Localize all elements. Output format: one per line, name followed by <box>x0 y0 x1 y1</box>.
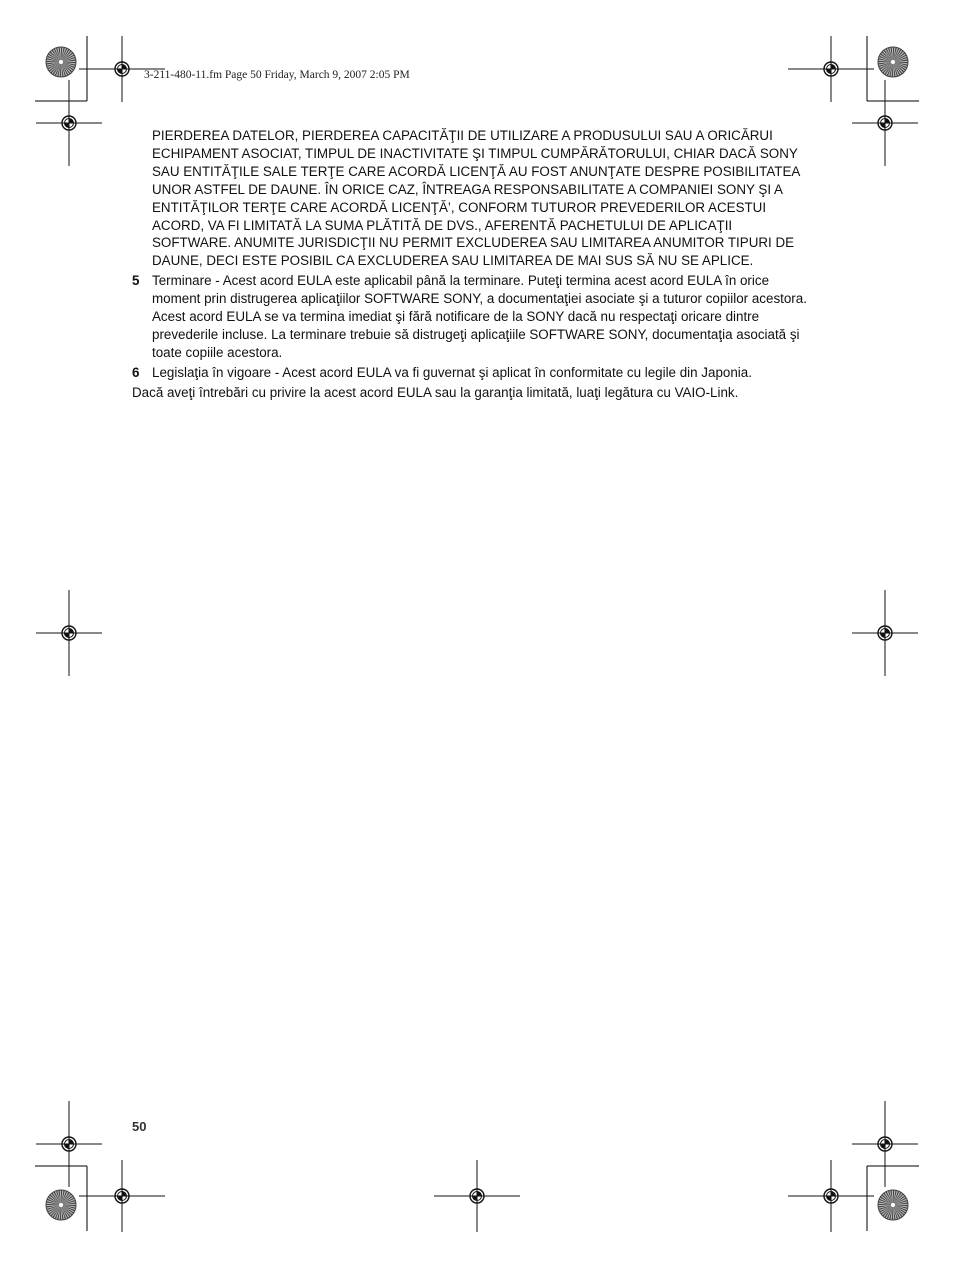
rosette-mark-icon <box>46 47 76 77</box>
registration-target-icon <box>852 590 918 676</box>
registration-target-icon <box>852 80 918 166</box>
list-item-text: Legislaţia în vigoare - Acest acord EULA va fi guvernat şi aplicat în conformitate cu legile din Japonia. <box>152 364 752 380</box>
list-item-text: Terminare - Acest acord EULA este aplicabil până la terminare. Puteţi termina acest acord EULA în orice moment prin distrugerea aplicaţiilor SOFTWARE SONY, a documentaţiei asociate şi a tuturor copiilor acestora. Acest acord EULA se va termina imediat şi fără notificare de la SONY dacă nu respectaţi oricare dintre prevederile incluse. La terminare trebuie să distrugeţi aplicaţiile SOFTWARE SONY, documentaţia asociată şi toate copiile acestora. <box>152 273 807 360</box>
registration-target-icon <box>434 1160 520 1232</box>
registration-target-icon <box>852 1101 918 1187</box>
liability-continuation-paragraph: PIERDEREA DATELOR, PIERDEREA CAPACITĂŢII DE UTILIZARE A PRODUSULUI SAU A ORICĂRUI ECHIPAMENT ASOCIAT, TIMPUL DE INACTIVITATE ŞI TIMPUL CUMPĂRĂTORULUI, CHIAR DACĂ SONY SAU ENTITĂŢILE SALE TERŢE CARE ACORDĂ LICENŢĂ AU FOST ANUNŢATE DESPRE POSIBILITATEA UNOR ASTFEL DE DAUNE. ÎN ORICE CAZ, ÎNTREAGA RESPONSABILITATE A COMPANIEI SONY ŞI A ENTITĂŢILOR TERŢE CARE ACORDĂ LICENŢĂ’, CONFORM TUTUROR PREVEDERILOR ACESTUI ACORD, VA FI LIMITATĂ LA SUMA PLĂTITĂ DE DVS., AFERENTĂ PACHETULUI DE APLICAŢII SOFTWARE. ANUMITE JURISDICŢII NU PERMIT EXCLUDEREA SAU LIMITAREA ANUMITOR TIPURI DE DAUNE, DECI ESTE POSIBIL CA EXCLUDEREA SAU LIMITAREA DE MAI SUS SĂ NU SE APLICE. <box>152 128 800 269</box>
page-number: 50 <box>132 1119 147 1134</box>
list-item-number: 5 <box>132 273 140 289</box>
registration-target-icon <box>36 1101 102 1187</box>
list-item-termination <box>132 272 807 362</box>
registration-target-icon <box>788 1160 874 1232</box>
registration-target-icon <box>36 80 102 166</box>
contact-paragraph: Dacă aveţi întrebări cu privire la acest acord EULA sau la garanţia limitată, luaţi legătura cu VAIO-Link. <box>132 384 739 400</box>
registration-target-icon <box>36 590 102 676</box>
registration-target-icon <box>788 36 874 102</box>
list-item-governing-law <box>132 364 807 382</box>
registration-target-icon <box>79 1160 165 1232</box>
eula-text-block <box>132 127 807 402</box>
rosette-mark-icon <box>878 47 908 77</box>
rosette-mark-icon <box>878 1190 908 1220</box>
rosette-mark-icon <box>46 1190 76 1220</box>
list-item-number: 6 <box>132 364 140 380</box>
print-file-header: 3-211-480-11.fm Page 50 Friday, March 9, 2007 2:05 PM <box>144 69 410 81</box>
